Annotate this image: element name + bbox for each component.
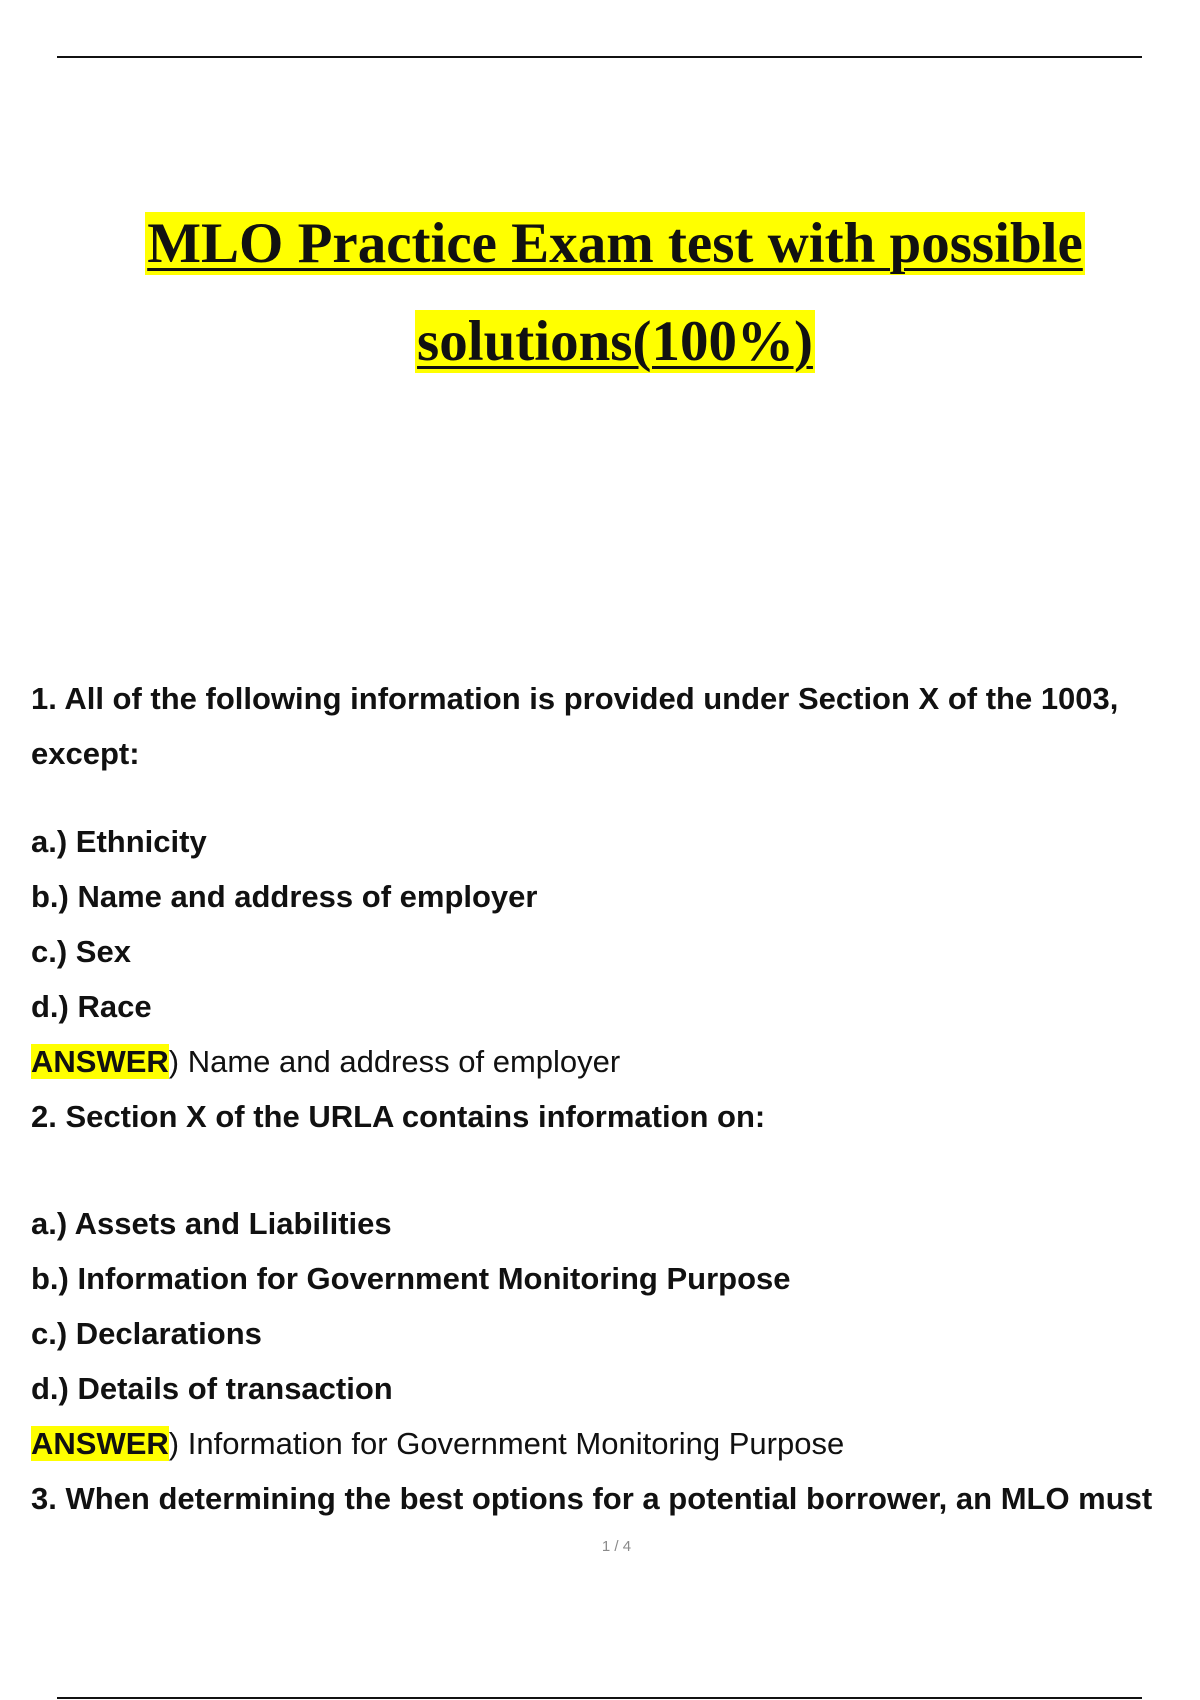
question-1-option-c: c.) Sex xyxy=(31,934,131,969)
question-1-option-b: b.) Name and address of employer xyxy=(31,879,538,914)
title-text-2: solutions(100%) xyxy=(417,310,813,373)
spacer xyxy=(31,1144,1191,1196)
answer-label: ANSWER xyxy=(31,1426,169,1461)
top-rule xyxy=(57,56,1142,58)
question-2-option-c: c.) Declarations xyxy=(31,1316,262,1351)
spacer xyxy=(31,781,1191,814)
answer-paren: ) xyxy=(168,1044,180,1079)
page-number: 1 / 4 xyxy=(601,1538,632,1555)
question-3: 3. When determining the best options for a potential borrower, an MLO must xyxy=(31,1481,1153,1516)
question-2-answer xyxy=(31,1416,1191,1471)
answer-paren: ) xyxy=(168,1426,180,1461)
question-2: 2. Section X of the URLA contains information on: xyxy=(31,1099,766,1134)
question-1-option-a: a.) Ethnicity xyxy=(31,824,207,859)
bottom-rule xyxy=(57,1697,1142,1699)
answer-label: ANSWER xyxy=(31,1044,169,1079)
question-1: 1. All of the following information is provided under Section X of the 1003, except: xyxy=(31,681,1119,771)
question-1-answer xyxy=(31,1034,1191,1089)
title-text-1: MLO Practice Exam test with possible xyxy=(147,212,1083,275)
document-body xyxy=(31,671,1191,1526)
title-line-1 xyxy=(60,195,1170,293)
answer-text: Name and address of employer xyxy=(179,1044,621,1079)
document-title xyxy=(60,195,1170,391)
question-1-option-d: d.) Race xyxy=(31,989,152,1024)
question-2-option-b: b.) Information for Government Monitoring Purpose xyxy=(31,1261,791,1296)
question-2-option-d: d.) Details of transaction xyxy=(31,1371,393,1406)
answer-text: Information for Government Monitoring Purpose xyxy=(179,1426,845,1461)
question-2-option-a: a.) Assets and Liabilities xyxy=(31,1206,392,1241)
title-line-2 xyxy=(60,293,1170,391)
